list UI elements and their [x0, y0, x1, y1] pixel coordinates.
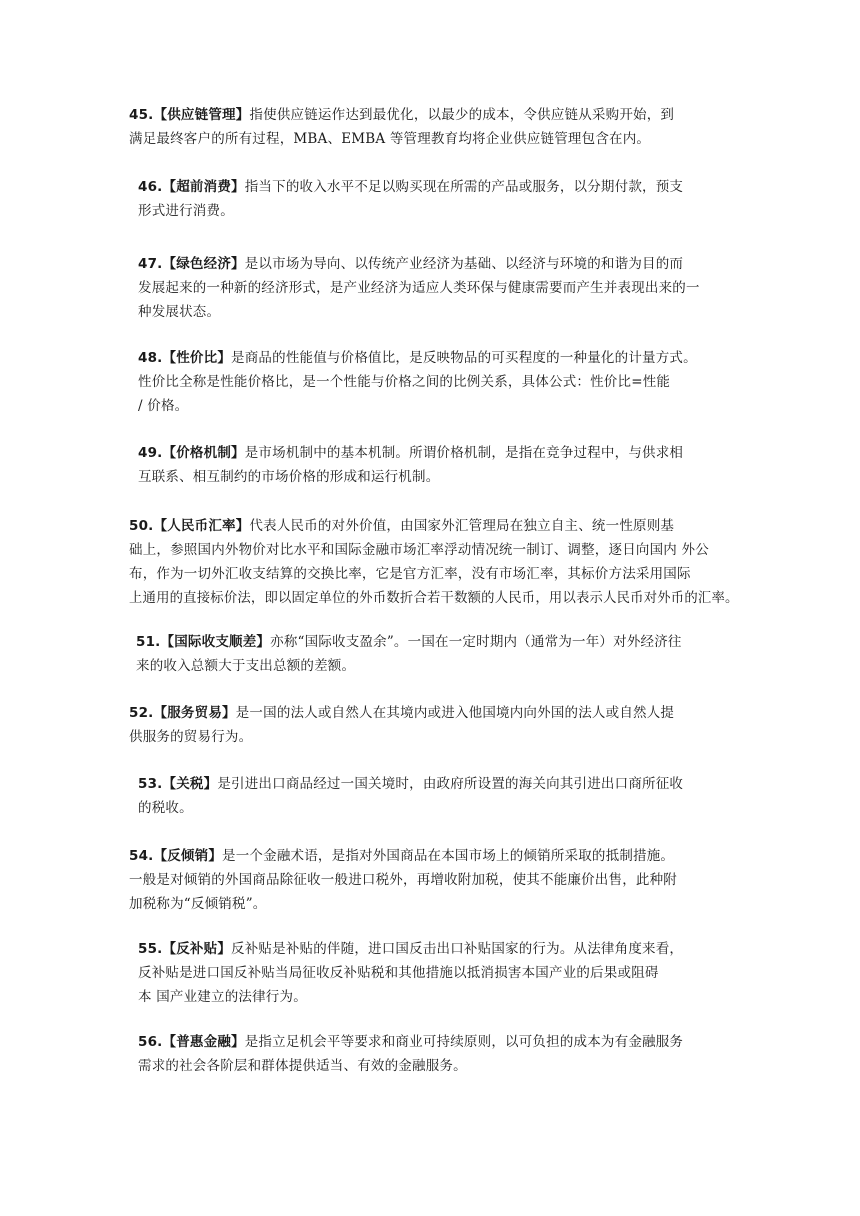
entry-number: 56. [138, 1034, 163, 1050]
entry-line: 满足最终客户的所有过程，MBA、EMBA 等管理教育均将企业供应链管理包含在内。 [129, 131, 651, 147]
glossary-entry-45 [129, 103, 729, 151]
entry-line [138, 441, 738, 465]
entry-text: 指当下的收入水平不足以购买现在所需的产品或服务，以分期付款，预支 [244, 179, 684, 195]
entry-text: 反补贴是补贴的伴随，进口国反击出口补贴国家的行为。从法律角度来看， [231, 941, 684, 957]
entry-term: 【服务贸易】 [153, 705, 236, 721]
entry-text: 是以市场为导向、以传统产业经济为基础、以经济与环境的和谐为目的而 [244, 256, 684, 272]
glossary-entry-51 [136, 630, 736, 678]
entry-line [138, 346, 738, 370]
entry-line [129, 514, 739, 538]
glossary-entry-55 [138, 937, 738, 1009]
entry-number: 48. [138, 350, 163, 366]
entry-line: / 价格。 [138, 398, 189, 414]
entry-line [138, 772, 738, 796]
entry-line [138, 175, 738, 199]
entry-number: 47. [138, 256, 163, 272]
glossary-entry-53 [138, 772, 738, 820]
entry-line: 来的收入总额大于支出总额的差额。 [136, 658, 356, 674]
entry-term: 【超前消费】 [162, 179, 245, 195]
entry-number: 50. [129, 518, 154, 534]
entry-line: 需求的社会各阶层和群体提供适当、有效的金融服务。 [138, 1058, 467, 1074]
entry-line [138, 937, 738, 961]
entry-text: 是引进出口商品经过一国关境时，由政府所设置的海关向其引进出口商所征收 [217, 776, 684, 792]
entry-line [129, 701, 729, 725]
entry-number: 54. [129, 848, 154, 864]
entry-text: 是商品的性能值与价格值比，是反映物品的可买程度的一种量化的计量方式。 [231, 350, 697, 366]
entry-line: 上通用的直接标价法，即以固定单位的外币数折合若干数额的人民币，用以表示人民币对外币的汇率。 [129, 590, 739, 606]
entry-line [138, 252, 738, 276]
glossary-entry-49 [138, 441, 738, 489]
entry-line [136, 630, 736, 654]
glossary-entry-54 [129, 844, 739, 916]
entry-line: 布，作为一切外汇收支结算的交换比率，它是官方汇率，没有市场汇率，其标价方法采用国际 [129, 566, 691, 582]
entry-term: 【绿色经济】 [162, 256, 245, 272]
glossary-entry-47 [138, 252, 738, 324]
entry-number: 53. [138, 776, 163, 792]
entry-line: 形式进行消费。 [138, 203, 234, 219]
entry-text: 亦称“国际收支盈余”。一国在一定时期内（通常为一年）对外经济往 [270, 634, 682, 650]
entry-text: 是一国的法人或自然人在其境内或进入他国境内向外国的法人或自然人提 [235, 705, 675, 721]
entry-line: 加税称为“反倾销税”。 [129, 896, 267, 912]
glossary-entry-50 [129, 514, 739, 610]
entry-term: 【普惠金融】 [162, 1034, 245, 1050]
entry-text: 是市场机制中的基本机制。所谓价格机制，是指在竞争过程中，与供求相 [244, 445, 684, 461]
entry-line: 反补贴是进口国反补贴当局征收反补贴税和其他措施以抵消损害本国产业的后果或阻碍 [138, 965, 659, 981]
entry-term: 【性价比】 [162, 350, 232, 366]
entry-term: 【反补贴】 [162, 941, 232, 957]
entry-term: 【国际收支顺差】 [160, 634, 271, 650]
entry-term: 【人民币汇率】 [153, 518, 250, 534]
entry-line [138, 1030, 738, 1054]
entry-number: 51. [136, 634, 161, 650]
entry-line: 的税收。 [138, 800, 193, 816]
entry-number: 46. [138, 179, 163, 195]
glossary-entry-48 [138, 346, 738, 418]
entry-line: 发展起来的一种新的经济形式，是产业经济为适应人类环保与健康需要而产生并表现出来的一 [138, 280, 700, 296]
entry-line [129, 103, 729, 127]
entry-number: 45. [129, 107, 154, 123]
entry-term: 【供应链管理】 [153, 107, 250, 123]
entry-text: 代表人民币的对外价值，由国家外汇管理局在独立自主、统一性原则基 [249, 518, 675, 534]
entry-line: 互联系、相互制约的市场价格的形成和运行机制。 [138, 469, 440, 485]
entry-line [129, 844, 739, 868]
entry-term: 【关税】 [162, 776, 218, 792]
entry-text: 指使供应链运作达到最优化，以最少的成本，令供应链从采购开始，到 [249, 107, 675, 123]
entry-text: 是指立足机会平等要求和商业可持续原则，以可负担的成本为有金融服务 [244, 1034, 684, 1050]
entry-line: 性价比全称是性能价格比，是一个性能与价格之间的比例关系，具体公式：性价比=性能 [138, 374, 671, 390]
glossary-entry-52 [129, 701, 729, 749]
entry-line: 种发展状态。 [138, 304, 221, 320]
entry-line: 一般是对倾销的外国商品除征收一般进口税外，再增收附加税，使其不能廉价出售，此种附 [129, 872, 677, 888]
entry-term: 【价格机制】 [162, 445, 245, 461]
entry-number: 52. [129, 705, 154, 721]
entry-line: 供服务的贸易行为。 [129, 729, 253, 745]
glossary-entry-46 [138, 175, 738, 223]
entry-number: 49. [138, 445, 163, 461]
entry-text: 是一个金融术语，是指对外国商品在本国市场上的倾销所采取的抵制措施。 [222, 848, 675, 864]
glossary-entry-56 [138, 1030, 738, 1078]
entry-number: 55. [138, 941, 163, 957]
entry-line: 本 国产业建立的法律行为。 [138, 989, 307, 1005]
entry-line: 础上，参照国内外物价对比水平和国际金融市场汇率浮动情况统一制订、调整，逐日向国内 外公 [129, 542, 709, 558]
entry-term: 【反倾销】 [153, 848, 223, 864]
